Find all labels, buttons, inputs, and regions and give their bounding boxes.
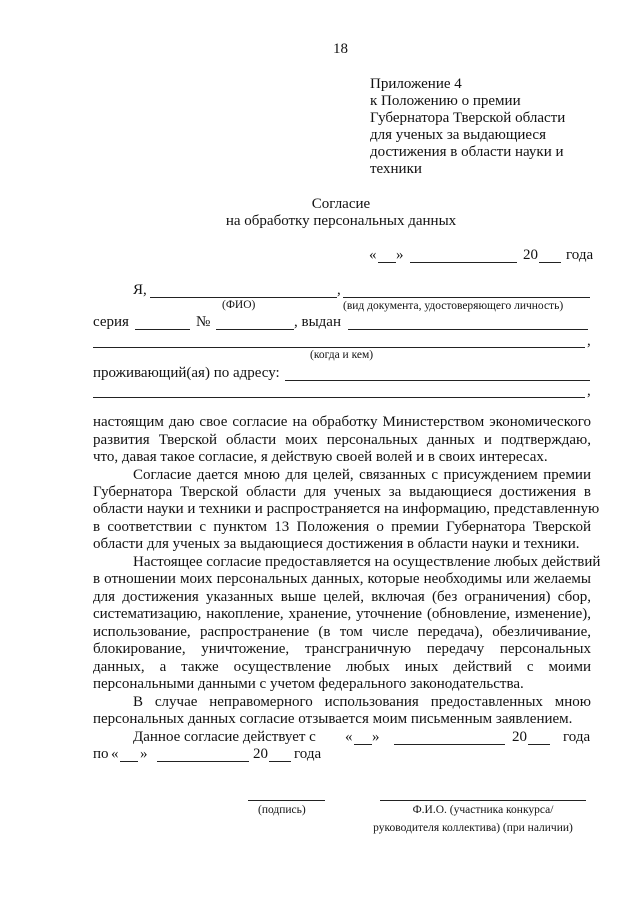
appendix-line: достижения в области науки и (370, 144, 564, 160)
date-quote-open: « (369, 247, 377, 263)
date-quote-open: « (111, 746, 119, 762)
series-label: серия (93, 314, 129, 330)
validity-from-label: Данное согласие действует с (133, 729, 316, 745)
issued-by-field[interactable] (348, 329, 588, 330)
date-century: 20 (523, 247, 538, 263)
paragraph-line: использование, распространение (в том числе передача), обезличивание, (93, 624, 591, 640)
date-quote-close: » (372, 729, 380, 745)
signature-caption: (подпись) (258, 804, 306, 816)
date-month-field[interactable] (410, 262, 517, 263)
series-field[interactable] (135, 329, 190, 330)
date-year-word: года (563, 729, 591, 745)
fio-caption: (ФИО) (222, 299, 256, 311)
paragraph-line: Согласие дается мною для целей, связанных с присуждением премии (133, 467, 591, 483)
appendix-block (370, 76, 565, 178)
date-quote-open: « (345, 729, 353, 745)
document-subtitle: на обработку персональных данных (225, 213, 457, 229)
appendix-line: техники (370, 161, 422, 177)
valid-from-year-field[interactable] (528, 744, 550, 745)
number-field[interactable] (216, 329, 294, 330)
signature-field[interactable] (248, 800, 325, 801)
paragraph-line: Настоящее согласие предоставляется на осуществление любых действий (133, 554, 601, 570)
paragraph-line: области науки и техники и распространяется на информацию, представленную (93, 501, 600, 517)
appendix-line: для ученых за выдающиеся (370, 127, 546, 143)
number-label: № (196, 314, 211, 330)
date-quote-close: » (140, 746, 148, 762)
paragraph-line: развития Тверской области моих персональных данных и подтверждаю, (93, 432, 591, 448)
valid-to-day-field[interactable] (120, 761, 138, 762)
comma: , (587, 333, 591, 349)
valid-from-day-field[interactable] (354, 744, 372, 745)
appendix-line: Приложение 4 (370, 76, 462, 92)
issued-label: , выдан (294, 314, 341, 330)
address-field[interactable] (285, 380, 590, 381)
comma: , (587, 383, 591, 399)
page-number: 18 (333, 41, 348, 57)
comma: , (337, 282, 341, 298)
paragraph-line: Губернатора Тверской области для ученых за выдающиеся достижения в (93, 484, 591, 500)
paragraph-line: данных, а также осуществление любых иных действий с моими (93, 659, 591, 675)
identity-document-field[interactable] (343, 297, 590, 298)
paragraph-line: области для ученых за выдающиеся достижения в области науки и техники. (93, 536, 580, 552)
date-year-field[interactable] (539, 262, 561, 263)
paragraph-line: для достижения указанных выше целей, включая (без ограничения) сбор, (93, 589, 591, 605)
paragraph-line: в отношении моих персональных данных, которые необходимы или желаемы (93, 571, 591, 587)
date-quote-close: » (396, 247, 404, 263)
date-year-word: года (566, 247, 594, 263)
full-name-field[interactable] (380, 800, 586, 801)
date-century: 20 (512, 729, 527, 745)
i-label: Я, (133, 282, 147, 298)
full-name-caption: руководителя коллектива) (при наличии) (373, 822, 573, 834)
fio-field[interactable] (150, 297, 337, 298)
paragraph-line: систематизацию, накопление, хранение, уточнение (обновление, изменение), (93, 606, 591, 622)
document-title: Согласие (311, 196, 371, 212)
paragraph-line: персональными данными с учетом федерального законодательства. (93, 676, 524, 692)
issued-caption: (когда и кем) (310, 349, 374, 361)
date-year-word: года (294, 746, 322, 762)
valid-to-year-field[interactable] (269, 761, 291, 762)
date-century: 20 (253, 746, 268, 762)
paragraph-line: в соответствии с пунктом 13 Положения о премии Губернатора Тверской (93, 519, 591, 535)
full-name-caption: Ф.И.О. (участника конкурса/ (412, 804, 554, 816)
paragraph-line: персональных данных согласие отзывается моим письменным заявлением. (93, 711, 573, 727)
appendix-line: к Положению о премии (370, 93, 521, 109)
valid-from-month-field[interactable] (394, 744, 505, 745)
valid-to-month-field[interactable] (157, 761, 249, 762)
paragraph-line: В случае неправомерного использования предоставленных мною (133, 694, 591, 710)
appendix-line: Губернатора Тверской области (370, 110, 566, 126)
paragraph-line: что, давая такое согласие, я действую своей волей и в своих интересах. (93, 449, 548, 465)
identity-document-caption: (вид документа, удостоверяющего личность) (343, 300, 564, 312)
address-continuation-field[interactable] (93, 397, 585, 398)
validity-to-label: по (93, 746, 109, 762)
date-day-field[interactable] (378, 262, 396, 263)
address-label: проживающий(ая) по адресу: (93, 365, 280, 381)
paragraph-line: настоящим даю свое согласие на обработку Министерством экономического (93, 414, 591, 430)
issued-by-continuation-field[interactable] (93, 347, 585, 348)
paragraph-line: блокирование, уничтожение, трансграничную передачу персональных (93, 641, 591, 657)
